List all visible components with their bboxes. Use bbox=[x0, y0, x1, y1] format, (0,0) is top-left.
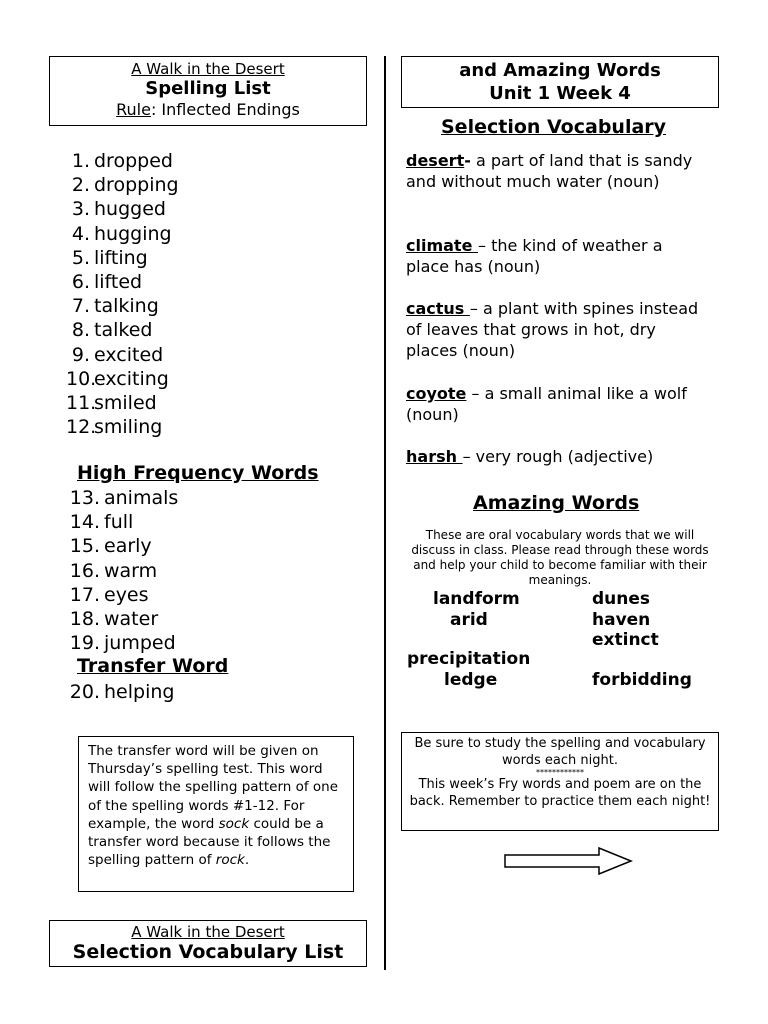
word-list-item bbox=[66, 294, 179, 318]
footer-vocab-title: Selection Vocabulary List bbox=[72, 941, 344, 963]
word-list-item bbox=[66, 149, 179, 173]
amazing-header-box bbox=[401, 56, 719, 108]
word-list-item bbox=[66, 367, 179, 391]
spelling-header-box bbox=[49, 56, 367, 126]
vocab-term: harsh bbox=[406, 447, 463, 466]
transfer-word-item bbox=[66, 680, 174, 704]
word-number: 8. bbox=[71, 319, 90, 342]
amazing-word-landform: landform bbox=[433, 589, 520, 609]
word-list-item bbox=[66, 607, 178, 631]
word-number: 3. bbox=[71, 198, 90, 221]
word-number: 7. bbox=[71, 295, 90, 318]
word-text: water bbox=[104, 608, 159, 631]
word-text: talking bbox=[94, 295, 159, 318]
transfer-note-box bbox=[78, 736, 354, 892]
word-text: lifted bbox=[94, 271, 143, 294]
rule-label: Rule bbox=[116, 100, 151, 119]
word-text: talked bbox=[94, 319, 153, 342]
word-number: 2. bbox=[71, 174, 90, 197]
word-text: dropped bbox=[94, 150, 173, 172]
column-divider bbox=[384, 56, 386, 970]
amazing-word-arid: arid bbox=[450, 610, 488, 630]
transfer-note-text-3: . bbox=[244, 852, 250, 869]
amazing-word-precipitation: precipitation bbox=[407, 649, 531, 669]
word-list-item bbox=[66, 270, 179, 294]
high-frequency-heading: High Frequency Words bbox=[77, 462, 319, 484]
vocab-definition: a part of land that is sandy and without much water (noun) bbox=[406, 151, 693, 191]
word-text: early bbox=[104, 535, 152, 558]
spelling-story-title: A Walk in the Desert bbox=[131, 60, 285, 78]
vocab-entry bbox=[406, 235, 706, 277]
word-number: 16. bbox=[69, 559, 100, 582]
word-number: 11. bbox=[66, 392, 97, 415]
word-text: animals bbox=[104, 487, 179, 509]
vocab-term: climate bbox=[406, 236, 478, 255]
amazing-words-heading: Amazing Words bbox=[473, 492, 640, 514]
word-list-item bbox=[66, 391, 179, 415]
vocab-definition: – a plant with spines instead of leaves that grows in hot, dry places (noun) bbox=[406, 299, 699, 360]
spelling-list-title: Spelling List bbox=[145, 78, 271, 99]
word-list-item bbox=[66, 343, 179, 367]
vocab-entry bbox=[406, 298, 706, 361]
word-text: jumped bbox=[104, 632, 176, 655]
word-list-item bbox=[66, 197, 179, 221]
word-number: 13. bbox=[69, 487, 100, 509]
amazing-word-forbidding: forbidding bbox=[592, 670, 692, 690]
word-list-item bbox=[66, 415, 179, 439]
study-reminder-line-1: Be sure to study the spelling and vocabulary words each night. bbox=[414, 736, 706, 768]
word-number: 6. bbox=[71, 271, 90, 294]
transfer-word-number: 20. bbox=[69, 681, 100, 703]
vocab-list-footer-box bbox=[49, 920, 367, 967]
amazing-word-haven: haven bbox=[592, 610, 651, 630]
amazing-word-ledge: ledge bbox=[444, 670, 498, 690]
word-text: exciting bbox=[94, 367, 169, 390]
word-list-item bbox=[66, 510, 178, 534]
transfer-note-example-1: sock bbox=[218, 815, 250, 832]
footer-story-title: A Walk in the Desert bbox=[131, 923, 285, 941]
vocab-definition: – the kind of weather a place has (noun) bbox=[406, 236, 663, 276]
word-list-item bbox=[66, 631, 178, 655]
transfer-note-text-2: could be a transfer word because it follows the spelling pattern of bbox=[88, 815, 331, 869]
word-text: dropping bbox=[94, 174, 179, 197]
word-number: 14. bbox=[69, 511, 100, 534]
word-list-item bbox=[66, 222, 179, 246]
vocab-term: cactus bbox=[406, 299, 470, 318]
word-text: hugged bbox=[94, 198, 166, 221]
vocab-term: desert bbox=[406, 151, 465, 170]
word-number: 19. bbox=[69, 632, 100, 655]
amazing-header-line-1: and Amazing Words bbox=[459, 60, 661, 81]
word-list-item bbox=[66, 173, 179, 197]
study-reminder-box bbox=[401, 732, 719, 831]
transfer-note-text-1: The transfer word will be given on Thursday’s spelling test. This word will follow the spelling pattern of one of the spelling words #1-12. For example, the word bbox=[88, 743, 339, 832]
word-list-item bbox=[66, 583, 178, 607]
vocab-entry bbox=[406, 150, 706, 192]
word-text: smiled bbox=[94, 392, 157, 415]
transfer-word-text: helping bbox=[104, 681, 175, 703]
word-number: 9. bbox=[71, 343, 90, 366]
vocab-entry bbox=[406, 383, 706, 425]
study-reminder-line-2: This week’s Fry words and poem are on the back. Remember to practice them each night! bbox=[409, 777, 711, 809]
transfer-note-example-2: rock bbox=[215, 852, 245, 869]
word-list-item bbox=[66, 534, 178, 558]
word-number: 15. bbox=[69, 535, 100, 558]
high-frequency-word-list bbox=[66, 486, 178, 655]
vocab-entry bbox=[406, 446, 706, 467]
transfer-word-heading: Transfer Word bbox=[77, 655, 229, 677]
word-list-item bbox=[66, 246, 179, 270]
word-number: 12. bbox=[66, 416, 97, 439]
amazing-words-intro: These are oral vocabulary words that we will discuss in class. Please read through these words and help your child to become familiar with their meanings. bbox=[411, 528, 709, 587]
word-text: warm bbox=[104, 559, 158, 582]
study-reminder-stars: ************ bbox=[536, 768, 584, 777]
word-text: smiling bbox=[94, 416, 163, 439]
word-text: eyes bbox=[104, 583, 149, 606]
word-text: excited bbox=[94, 343, 164, 366]
word-number: 10. bbox=[66, 367, 97, 390]
word-number: 17. bbox=[69, 583, 100, 606]
word-list-item bbox=[66, 559, 178, 583]
word-text: full bbox=[104, 511, 134, 534]
word-number: 4. bbox=[71, 222, 90, 245]
amazing-word-dunes: dunes bbox=[592, 589, 651, 609]
vocab-term: coyote bbox=[406, 384, 467, 403]
word-list-item bbox=[66, 318, 179, 342]
word-number: 5. bbox=[71, 246, 90, 269]
selection-vocabulary-heading: Selection Vocabulary bbox=[441, 116, 667, 138]
word-number: 18. bbox=[69, 608, 100, 631]
spelling-rule bbox=[50, 100, 366, 120]
amazing-word-extinct: extinct bbox=[592, 630, 659, 650]
rule-text: : Inflected Endings bbox=[150, 100, 300, 119]
word-text: lifting bbox=[94, 246, 148, 269]
right-arrow-icon bbox=[503, 846, 635, 876]
vocab-definition: – a small animal like a wolf (noun) bbox=[406, 384, 687, 424]
amazing-header-line-2: Unit 1 Week 4 bbox=[489, 83, 631, 104]
vocab-separator: - bbox=[464, 151, 471, 170]
vocab-definition: – very rough (adjective) bbox=[462, 447, 654, 466]
word-text: hugging bbox=[94, 222, 172, 245]
word-number: 1. bbox=[71, 150, 90, 172]
word-list-item bbox=[66, 486, 178, 510]
spelling-word-list bbox=[66, 149, 179, 439]
